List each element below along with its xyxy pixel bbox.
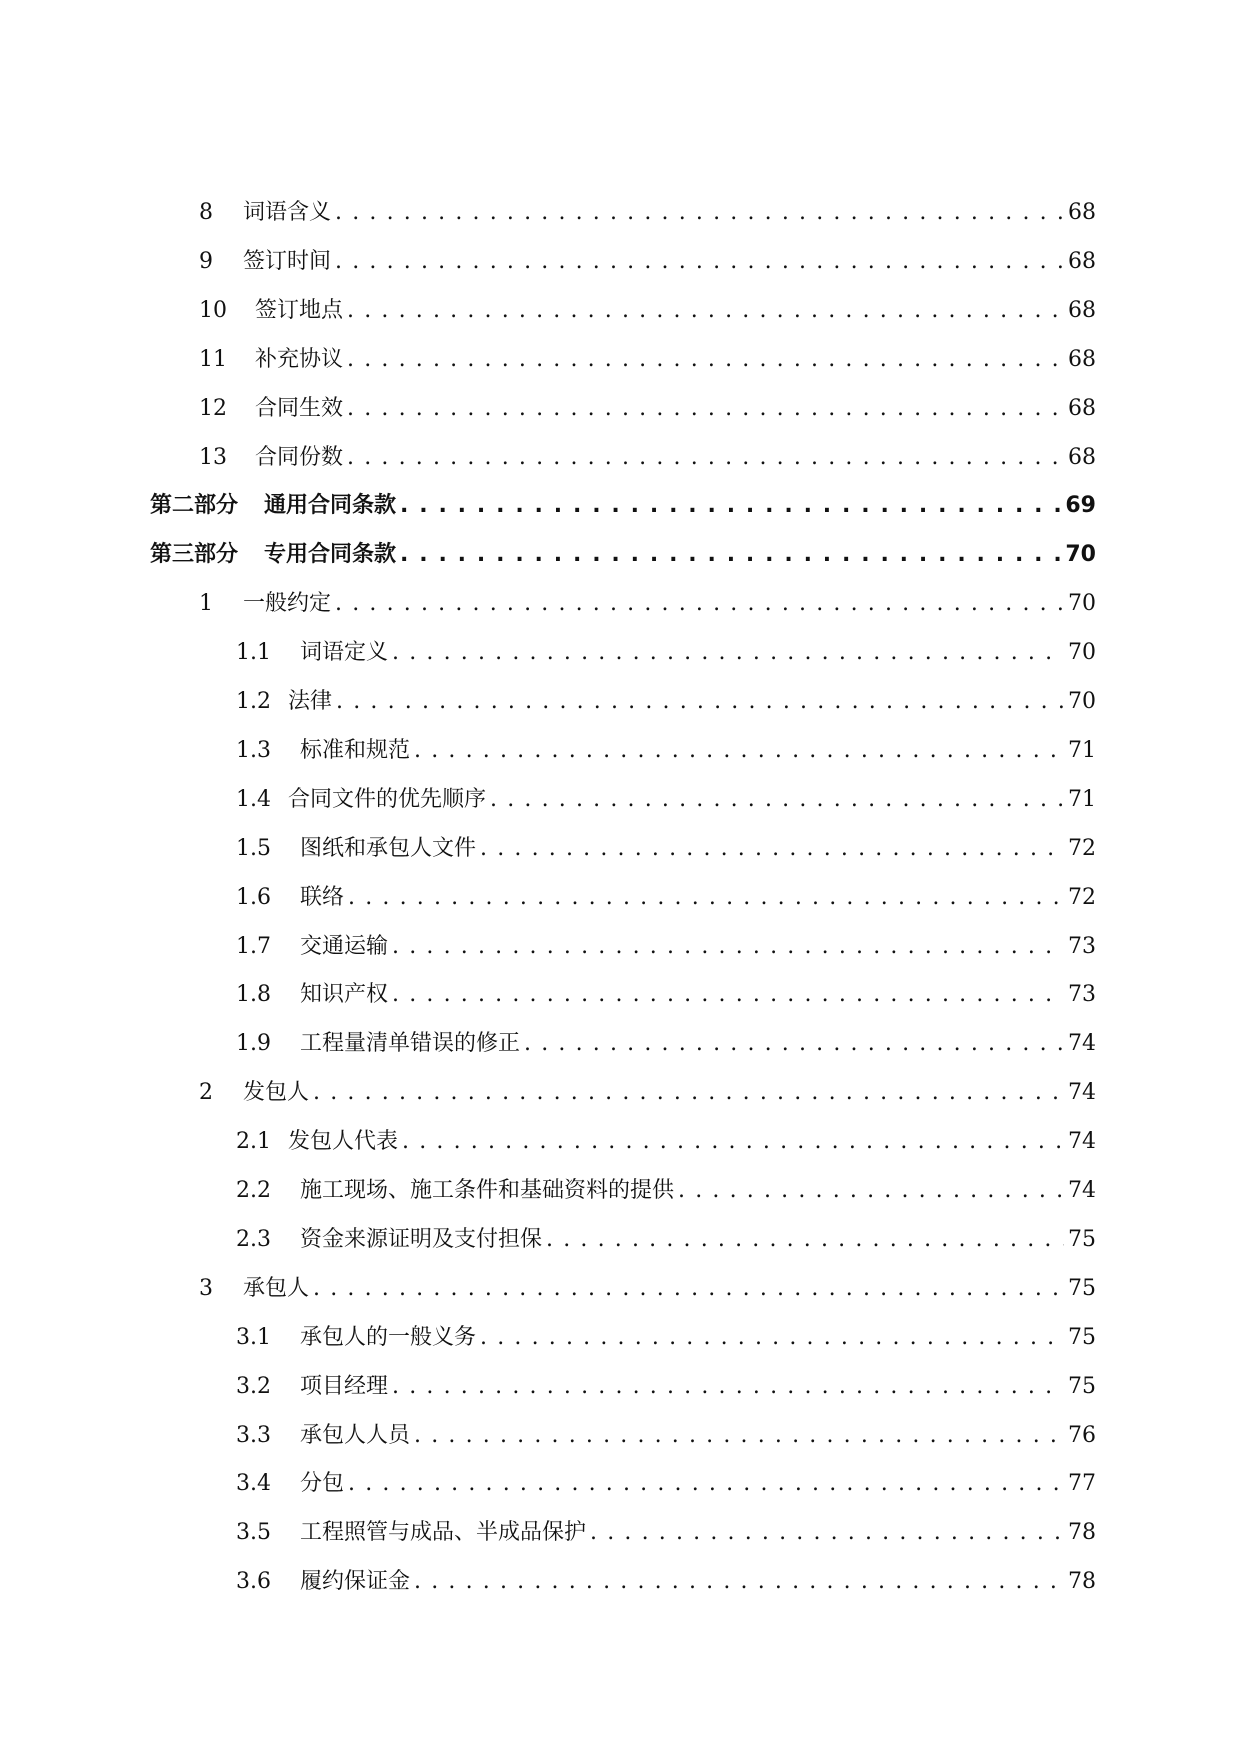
toc-entry-title: 发包人 — [243, 1080, 310, 1106]
toc-entry-page: 72 — [1068, 835, 1096, 861]
toc-entry[interactable] — [236, 930, 1096, 964]
toc-entry-page: 73 — [1068, 982, 1096, 1008]
dot-leader — [546, 1223, 1064, 1257]
toc-entry-title: 施工现场、施工条件和基础资料的提供 — [300, 1178, 675, 1203]
toc-entry-title: 图纸和承包人文件 — [300, 835, 477, 861]
toc-entry-title: 工程照管与成品、半成品保护 — [300, 1520, 587, 1546]
toc-entry-page: 73 — [1068, 933, 1096, 959]
toc-entry-page: 70 — [1068, 591, 1096, 617]
toc-entry-number: 3.6 — [236, 1569, 271, 1595]
toc-entry-number: 2.2 — [236, 1178, 271, 1203]
toc-entry-number: 1.5 — [236, 835, 271, 861]
toc-entry-number: 10 — [199, 297, 227, 323]
toc-entry-number: 第二部分 — [150, 493, 239, 519]
toc-entry[interactable] — [199, 245, 1096, 279]
dot-leader — [313, 1076, 1064, 1110]
toc-entry-page: 68 — [1068, 248, 1096, 274]
dot-leader — [335, 587, 1064, 621]
toc-entry[interactable] — [236, 1321, 1096, 1355]
dot-leader — [400, 538, 1061, 572]
dot-leader — [348, 1467, 1064, 1501]
toc-entry-title: 合同文件的优先顺序 — [288, 786, 487, 812]
toc-entry-page: 74 — [1068, 1080, 1096, 1106]
toc-entry-page: 70 — [1068, 640, 1096, 666]
toc-entry[interactable] — [236, 881, 1096, 915]
toc-entry-title: 一般约定 — [243, 591, 332, 617]
toc-entry[interactable] — [199, 587, 1096, 621]
dot-leader — [347, 343, 1064, 377]
toc-entry-number: 3 — [199, 1275, 213, 1301]
toc-entry-title: 签订地点 — [255, 297, 344, 323]
toc-entry-number: 1.7 — [236, 933, 271, 959]
dot-leader — [400, 489, 1061, 523]
toc-entry-title: 资金来源证明及支付担保 — [300, 1226, 543, 1252]
toc-entry-page: 68 — [1068, 297, 1096, 323]
toc-entry-page: 75 — [1068, 1324, 1096, 1350]
dot-leader — [336, 685, 1064, 719]
dot-leader — [402, 1125, 1064, 1159]
dot-leader — [347, 441, 1064, 475]
toc-entry[interactable] — [236, 1027, 1096, 1061]
toc-entry-number: 1.1 — [236, 640, 271, 666]
toc-entry-page: 70 — [1065, 542, 1096, 568]
toc-entry-title: 词语定义 — [300, 640, 389, 666]
toc-entry-number: 1.6 — [236, 884, 271, 910]
toc-entry-title: 工程量清单错误的修正 — [300, 1031, 521, 1057]
toc-entry-page: 74 — [1068, 1178, 1096, 1203]
toc-part-entry[interactable] — [150, 489, 1096, 523]
dot-leader — [414, 1565, 1064, 1599]
toc-entry-page: 77 — [1068, 1471, 1096, 1497]
toc-entry-page: 78 — [1068, 1569, 1096, 1595]
dot-leader — [392, 978, 1064, 1012]
toc-entry-page: 75 — [1068, 1226, 1096, 1252]
dot-leader — [313, 1272, 1064, 1306]
toc-entry-title: 补充协议 — [255, 346, 344, 372]
toc-entry-number: 1 — [199, 591, 213, 617]
toc-entry-page: 71 — [1068, 737, 1096, 763]
toc-entry-title: 承包人的一般义务 — [300, 1324, 477, 1350]
toc-entry-page: 75 — [1068, 1373, 1096, 1399]
toc-entry-number: 2 — [199, 1080, 213, 1106]
toc-entry-title: 交通运输 — [300, 933, 389, 959]
toc-entry-number: 2.1 — [236, 1129, 271, 1155]
dot-leader — [480, 832, 1064, 866]
toc-entry-page: 72 — [1068, 884, 1096, 910]
toc-entry-page: 70 — [1068, 689, 1096, 714]
toc-entry-number: 1.4 — [236, 786, 271, 812]
toc-entry-page: 75 — [1068, 1275, 1096, 1301]
toc-entry-title: 承包人 — [243, 1275, 310, 1301]
toc-entry[interactable] — [236, 1223, 1096, 1257]
toc-entry-title: 项目经理 — [300, 1373, 389, 1399]
dot-leader — [392, 636, 1064, 670]
dot-leader — [414, 1419, 1064, 1453]
toc-entry-title: 分包 — [300, 1471, 345, 1497]
toc-entry-page: 68 — [1068, 346, 1096, 372]
toc-entry[interactable] — [199, 343, 1096, 377]
toc-entry[interactable] — [236, 1370, 1096, 1404]
toc-entry-title: 通用合同条款 — [264, 493, 397, 519]
toc-entry-number: 第三部分 — [150, 542, 239, 568]
toc-entry[interactable] — [236, 1467, 1096, 1501]
toc-entry-number: 1.2 — [236, 689, 271, 714]
toc-entry-title: 合同生效 — [255, 395, 344, 421]
toc-entry-title: 知识产权 — [300, 982, 389, 1008]
toc-entry-page: 74 — [1068, 1129, 1096, 1155]
toc-entry-number: 1.9 — [236, 1031, 271, 1057]
toc-entry-number: 13 — [199, 444, 227, 470]
dot-leader — [678, 1174, 1064, 1208]
toc-entry[interactable] — [199, 1076, 1096, 1110]
toc-entry-page: 74 — [1068, 1031, 1096, 1057]
toc-entry[interactable] — [236, 1516, 1096, 1550]
toc-entry-page: 78 — [1068, 1520, 1096, 1546]
toc-entry-number: 12 — [199, 395, 227, 421]
toc-entry[interactable] — [199, 392, 1096, 426]
toc-entry-page: 68 — [1068, 200, 1096, 225]
toc-entry-page: 76 — [1068, 1422, 1096, 1448]
toc-entry-title: 标准和规范 — [300, 737, 411, 763]
toc-entry[interactable] — [236, 685, 1096, 719]
toc-entry-title: 发包人代表 — [288, 1129, 399, 1155]
toc-entry[interactable] — [199, 441, 1096, 475]
dot-leader — [347, 294, 1064, 328]
toc-entry-title: 联络 — [300, 884, 345, 910]
toc-entry-page: 69 — [1065, 493, 1096, 519]
toc-entry[interactable] — [199, 1272, 1096, 1306]
toc-entry-title: 承包人人员 — [300, 1422, 411, 1448]
toc-entry[interactable] — [236, 734, 1096, 768]
toc-entry-number: 3.2 — [236, 1373, 271, 1399]
toc-entry-title: 签订时间 — [243, 248, 332, 274]
toc-entry-number: 3.1 — [236, 1324, 271, 1350]
toc-entry-number: 3.4 — [236, 1471, 271, 1497]
toc-entry-title: 履约保证金 — [300, 1569, 411, 1595]
toc-entry[interactable] — [236, 1565, 1096, 1599]
toc-entry[interactable] — [236, 978, 1096, 1012]
toc-entry[interactable] — [199, 294, 1096, 328]
toc-entry-title: 法律 — [288, 689, 333, 714]
toc-entry[interactable] — [236, 1125, 1096, 1159]
toc-entry[interactable] — [199, 196, 1096, 230]
dot-leader — [392, 1370, 1064, 1404]
toc-entry[interactable] — [236, 1174, 1096, 1208]
dot-leader — [414, 734, 1064, 768]
toc-part-entry[interactable] — [150, 538, 1096, 572]
toc-entry-page: 68 — [1068, 395, 1096, 421]
toc-entry[interactable] — [236, 1419, 1096, 1453]
toc-entry[interactable] — [236, 832, 1096, 866]
dot-leader — [480, 1321, 1064, 1355]
toc-entry-page: 71 — [1068, 786, 1096, 812]
toc-entry-number: 3.3 — [236, 1422, 271, 1448]
toc-entry-number: 9 — [199, 248, 213, 274]
dot-leader — [347, 392, 1064, 426]
dot-leader — [348, 881, 1064, 915]
toc-entry-page: 68 — [1068, 444, 1096, 470]
dot-leader — [490, 783, 1064, 817]
toc-entry-number: 11 — [199, 346, 227, 372]
toc-entry-number: 2.3 — [236, 1226, 271, 1252]
toc-entry-title: 词语含义 — [243, 200, 332, 225]
toc-entry[interactable] — [236, 783, 1096, 817]
toc-entry-number: 8 — [199, 200, 213, 225]
toc-entry-title: 专用合同条款 — [264, 542, 397, 568]
dot-leader — [335, 245, 1064, 279]
dot-leader — [524, 1027, 1064, 1061]
dot-leader — [335, 196, 1064, 230]
toc-entry[interactable] — [236, 636, 1096, 670]
toc-entry-title: 合同份数 — [255, 444, 344, 470]
toc-entry-number: 1.8 — [236, 982, 271, 1008]
dot-leader — [392, 930, 1064, 964]
toc-entry-number: 3.5 — [236, 1520, 271, 1546]
toc-entry-number: 1.3 — [236, 737, 271, 763]
dot-leader — [590, 1516, 1064, 1550]
